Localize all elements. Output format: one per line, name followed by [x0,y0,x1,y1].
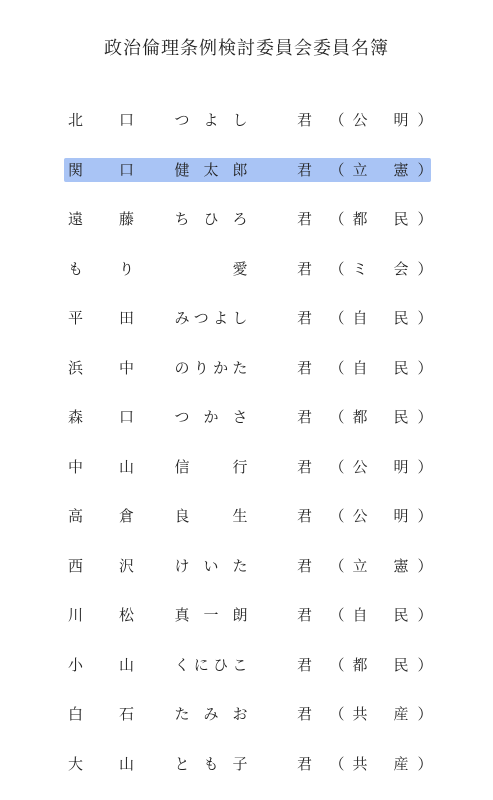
party-char: 公 [352,507,368,525]
member-surname [68,457,146,477]
surname-char: も [68,259,84,278]
party-close-paren: ） [417,358,433,377]
party-char: 都 [352,210,368,228]
party-char: 民 [393,358,409,377]
given-char: こ [232,655,248,674]
given-char: た [174,705,190,723]
surname-char: 関 [68,160,84,179]
member-row[interactable] [0,492,493,542]
surname-char: 川 [68,606,84,624]
party-close-paren: ） [417,309,433,327]
surname-char: 口 [118,408,134,426]
member-row[interactable] [0,146,493,196]
party-char: 会 [393,259,409,278]
party-char: 共 [352,705,368,723]
member-surname [68,655,146,675]
surname-char: 口 [118,160,134,179]
given-char: つ [174,111,190,129]
party-close-paren: ） [417,160,433,179]
given-char: 生 [232,507,248,525]
given-char: よ [203,111,219,129]
honorific-kun: 君 [297,655,313,674]
honorific-kun: 君 [297,259,313,278]
given-char: 愛 [232,259,248,278]
party-char: 民 [393,210,409,228]
party-close-paren: ） [417,259,433,278]
member-surname [68,704,146,724]
party-char: 自 [352,358,368,377]
given-char: に [193,655,209,674]
given-char: と [174,754,190,773]
surname-char: 中 [68,457,84,476]
given-char: み [203,705,219,723]
party-open-paren: （ [329,655,345,674]
party-char: 明 [393,507,409,525]
given-char: り [193,358,209,377]
given-char: か [213,358,229,377]
surname-char: 倉 [118,507,134,525]
member-roster [0,96,493,789]
party-char: 立 [352,556,368,575]
party-char: 都 [352,655,368,674]
party-close-paren: ） [417,556,433,575]
given-char: さ [232,408,248,426]
party-char: ミ [352,259,368,278]
surname-char: 山 [118,754,134,773]
honorific-kun: 君 [297,160,313,179]
honorific-kun: 君 [297,705,313,723]
given-char: し [232,111,248,129]
party-char: 産 [393,754,409,773]
surname-char: 山 [118,655,134,674]
party-char: 明 [393,457,409,476]
member-surname [68,556,146,576]
given-char: 健 [174,160,190,179]
given-char: た [232,358,248,377]
given-char: か [203,408,219,426]
party-close-paren: ） [417,606,433,624]
party-open-paren: （ [329,210,345,228]
given-char: 真 [174,606,190,624]
party-char: 明 [393,111,409,129]
member-row[interactable] [0,443,493,493]
surname-char: り [118,259,134,278]
party-close-paren: ） [417,111,433,129]
party-open-paren: （ [329,606,345,624]
party-open-paren: （ [329,358,345,377]
given-char: も [203,754,219,773]
party-open-paren: （ [329,457,345,476]
party-close-paren: ） [417,507,433,525]
surname-char: 石 [118,705,134,723]
party-open-paren: （ [329,507,345,525]
surname-char: 平 [68,309,84,327]
member-row[interactable] [0,344,493,394]
honorific-kun: 君 [297,556,313,575]
given-char: 郎 [232,160,248,179]
given-char: つ [193,309,209,327]
party-open-paren: （ [329,754,345,773]
surname-char: 田 [118,309,134,327]
surname-char: 北 [68,111,84,129]
surname-char: 西 [68,556,84,575]
party-char: 憲 [393,556,409,575]
party-char: 民 [393,606,409,624]
given-char: よ [213,309,229,327]
given-char: 一 [203,606,219,624]
party-char: 公 [352,111,368,129]
member-surname [68,605,146,625]
party-close-paren: ） [417,408,433,426]
surname-char: 藤 [118,210,134,228]
surname-char: 沢 [118,556,134,575]
member-row[interactable] [0,393,493,443]
member-surname [68,209,146,229]
member-row[interactable] [0,690,493,740]
party-char: 自 [352,309,368,327]
member-surname [68,259,146,279]
honorific-kun: 君 [297,358,313,377]
surname-char: 遠 [68,210,84,228]
member-surname [68,110,146,130]
party-open-paren: （ [329,160,345,179]
honorific-kun: 君 [297,210,313,228]
party-char: 産 [393,705,409,723]
given-char: た [232,556,248,575]
member-surname [68,160,146,180]
given-char: つ [174,408,190,426]
given-char: ろ [232,210,248,228]
surname-char: 山 [118,457,134,476]
given-char: ひ [213,655,229,674]
party-close-paren: ） [417,705,433,723]
party-close-paren: ） [417,457,433,476]
surname-char: 浜 [68,358,84,377]
member-row[interactable] [0,245,493,295]
party-open-paren: （ [329,556,345,575]
party-char: 憲 [393,160,409,179]
given-char: の [174,358,190,377]
party-char: 民 [393,309,409,327]
surname-char: 中 [118,358,134,377]
honorific-kun: 君 [297,457,313,476]
given-char: く [174,655,190,674]
surname-char: 小 [68,655,84,674]
given-char: 子 [232,754,248,773]
member-surname [68,754,146,774]
honorific-kun: 君 [297,754,313,773]
given-char: 行 [232,457,248,476]
party-open-paren: （ [329,408,345,426]
honorific-kun: 君 [297,606,313,624]
member-row[interactable] [0,195,493,245]
given-char: い [203,556,219,575]
honorific-kun: 君 [297,309,313,327]
party-char: 公 [352,457,368,476]
given-char: み [174,309,190,327]
member-row[interactable] [0,96,493,146]
member-row[interactable] [0,740,493,790]
party-close-paren: ） [417,210,433,228]
surname-char: 白 [68,705,84,723]
party-open-paren: （ [329,705,345,723]
given-char: 信 [174,457,190,476]
party-close-paren: ） [417,754,433,773]
honorific-kun: 君 [297,408,313,426]
member-surname [68,358,146,378]
member-row[interactable] [0,641,493,691]
party-open-paren: （ [329,309,345,327]
given-char: お [232,705,248,723]
given-char: 太 [203,160,219,179]
member-row[interactable] [0,542,493,592]
party-char: 民 [393,655,409,674]
member-row[interactable] [0,591,493,641]
party-char: 自 [352,606,368,624]
party-open-paren: （ [329,259,345,278]
given-char: ち [174,210,190,228]
honorific-kun: 君 [297,111,313,129]
party-open-paren: （ [329,111,345,129]
party-char: 立 [352,160,368,179]
page-title: 政治倫理条例検討委員会委員名簿 [104,38,389,59]
surname-char: 大 [68,754,84,773]
given-char: し [232,309,248,327]
member-row[interactable] [0,294,493,344]
given-char: ひ [203,210,219,228]
surname-char: 松 [118,606,134,624]
party-close-paren: ） [417,655,433,674]
member-surname [68,308,146,328]
member-surname [68,506,146,526]
honorific-kun: 君 [297,507,313,525]
surname-char: 高 [68,507,84,525]
surname-char: 口 [118,111,134,129]
surname-char: 森 [68,408,84,426]
party-char: 共 [352,754,368,773]
member-surname [68,407,146,427]
given-char: け [174,556,190,575]
given-char: 朗 [232,606,248,624]
party-char: 都 [352,408,368,426]
party-char: 民 [393,408,409,426]
given-char: 良 [174,507,190,525]
